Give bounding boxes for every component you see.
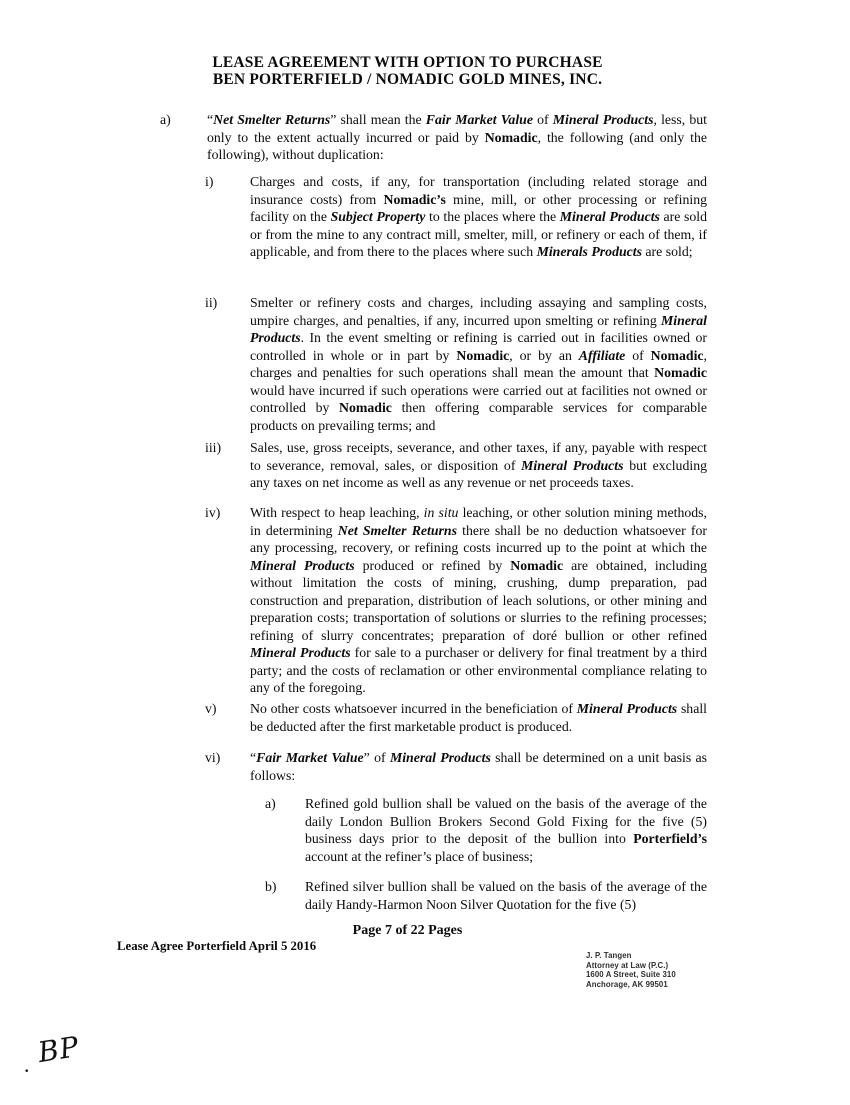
subitem-a-text: Refined gold bullion shall be valued on the basis of the average of the daily London Bullion Brokers Second Gold Fixing for the five (5) business days prior to the deposit of the bullion into Porterfield’s account at the refiner’s place of business; [305, 796, 707, 864]
document-title [0, 55, 815, 88]
subitem-b-paragraph [265, 878, 707, 913]
item-i-paragraph [205, 173, 708, 261]
clause-a-text: “Net Smelter Returns” shall mean the Fair Market Value of Mineral Products, less, but only to the extent actually incurred or paid by Nomadic, the following (and only the following), without duplication: [207, 112, 707, 162]
attorney-stamp-name: J. P. Tangen [586, 951, 632, 960]
item-ii-paragraph [205, 294, 708, 434]
item-iv-paragraph [205, 504, 708, 697]
page-number-label: Page 7 of 22 Pages [352, 923, 463, 938]
item-vi-text: “Fair Market Value” of Mineral Products shall be determined on a unit basis as follows: [250, 750, 708, 783]
subitem-a-marker: a) [265, 796, 276, 811]
item-ii-marker: ii) [205, 295, 218, 310]
document-title-line-2: BEN PORTERFIELD / NOMADIC GOLD MINES, INC. [212, 70, 603, 88]
item-v-marker: v) [205, 701, 217, 716]
subitem-b-text: Refined silver bullion shall be valued on the basis of the average of the daily Handy-Harmon Noon Silver Quotation for the five (5) [305, 879, 707, 912]
item-v-paragraph [205, 700, 707, 735]
item-ii-text: Smelter or refinery costs and charges, including assaying and sampling costs, umpire charges, and penalties, if any, incurred upon smelting or refining Mineral Products. In the event smelting or refining is carried out in facilities owned or controlled in whole or in part by Nomadic, or by an Affiliate of Nomadic, charges and penalties for such operations shall mean the amount that Nomadic would have incurred if such operations were carried out at facilities not owned or controlled by Nomadic then offering comparable services for comparable products on prevailing terms; and [250, 295, 708, 433]
item-i-text: Charges and costs, if any, for transportation (including related storage and insurance costs) from Nomadic’s mine, mill, or other processing or refining facility on the Subject Property to the places where the Mineral Products are sold or from the mine to any contract mill, smelter, mill, or refinery or each of them, if applicable, and from there to the places where such Minerals Products are sold; [250, 174, 708, 259]
attorney-stamp-street: 1600 A Street, Suite 310 [586, 970, 676, 980]
document-title-line-1: LEASE AGREEMENT WITH OPTION TO PURCHASE [212, 54, 603, 71]
clause-a-marker: a) [160, 112, 171, 127]
item-iii-text: Sales, use, gross receipts, severance, and other taxes, if any, payable with respect to severance, removal, sales, or disposition of Mineral Products but excluding any taxes on net income as well as any revenue or net proceeds taxes. [250, 440, 707, 490]
item-iii-marker: iii) [205, 440, 222, 455]
subitem-a-paragraph [265, 795, 707, 865]
item-i-marker: i) [205, 174, 214, 189]
handwritten-dot: . [24, 1052, 30, 1077]
attorney-stamp [586, 951, 676, 989]
item-v-text: No other costs whatsoever incurred in the beneficiation of Mineral Products shall be deducted after the first marketable product is produced. [250, 701, 707, 734]
item-vi-paragraph [205, 749, 708, 784]
item-vi-marker: vi) [205, 750, 221, 765]
document-footer-label: Lease Agree Porterfield April 5 2016 [117, 939, 317, 953]
handwritten-initials: BP [35, 1029, 82, 1070]
item-iii-paragraph [205, 439, 707, 492]
attorney-stamp-title: Attorney at Law (P.C.) [586, 960, 669, 970]
item-iv-marker: iv) [205, 505, 221, 520]
clause-a-paragraph [160, 111, 707, 164]
subitem-b-marker: b) [265, 879, 277, 894]
item-iv-text: With respect to heap leaching, in situ leaching, or other solution mining methods, in determining Net Smelter Returns there shall be no deduction whatsoever for any processing, recovery, or refining costs incurred up to the point at which the Mineral Products produced or refined by Nomadic are obtained, including without limitation the costs of mining, crushing, dump preparation, pad construction and preparation, distribution of leach solutions, or other mining and preparation costs; transportation of solutions or slurries to the refining processes; refining of slurry concentrates; preparation of doré bullion or other refined Mineral Products for sale to a purchaser or delivery for final treatment by a third party; and the costs of reclamation or other environmental compliance relating to any of the foregoing. [250, 505, 708, 695]
attorney-stamp-city: Anchorage, AK 99501 [586, 979, 668, 989]
